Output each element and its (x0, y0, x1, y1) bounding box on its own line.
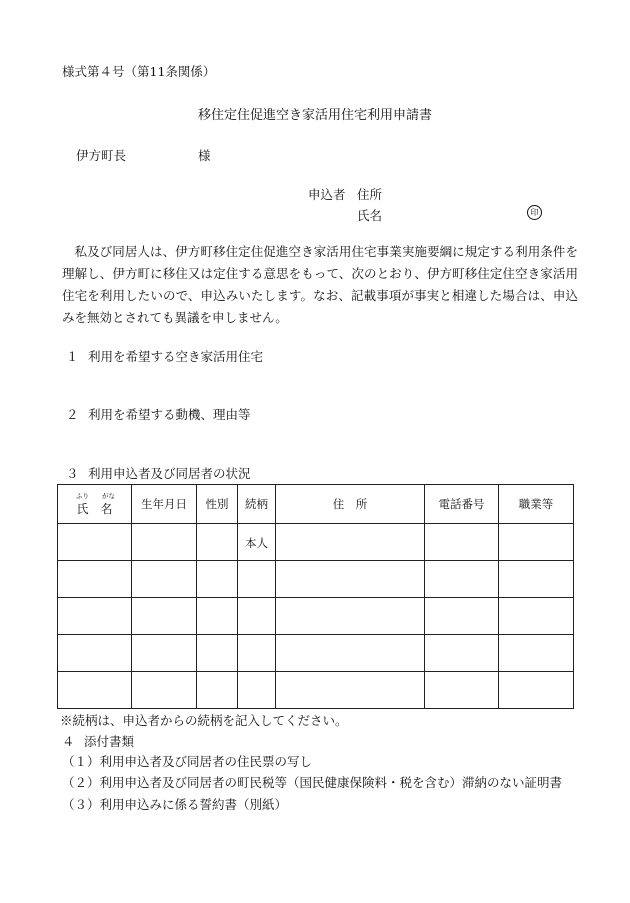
section-number: ４ (62, 734, 75, 749)
cell-name[interactable] (58, 524, 132, 561)
section-title: 利用申込者及び同居者の状況 (88, 466, 251, 481)
section-number: ３ (66, 466, 79, 481)
column-header-phone: 電話番号 (425, 485, 499, 524)
cell-occupation[interactable] (499, 672, 574, 709)
cell-birthdate[interactable] (132, 561, 197, 598)
cell-name[interactable] (58, 635, 132, 672)
cell-relationship[interactable] (238, 672, 276, 709)
table-row (58, 635, 574, 672)
cell-birthdate[interactable] (132, 524, 197, 561)
cell-relationship: 本人 (238, 524, 276, 561)
cell-address[interactable] (276, 635, 425, 672)
column-header-name (58, 485, 132, 524)
form-number: 様式第４号（第11条関係） (62, 64, 216, 79)
cell-address[interactable] (276, 672, 425, 709)
section-title: 添付書類 (84, 734, 135, 749)
table-row (58, 524, 574, 561)
cell-phone[interactable] (425, 598, 499, 635)
name-header-text: 氏名 (76, 502, 125, 516)
cell-gender[interactable] (197, 672, 238, 709)
column-header-occupation: 職業等 (499, 485, 574, 524)
table-row (58, 672, 574, 709)
cell-gender[interactable] (197, 598, 238, 635)
section-1 (66, 347, 263, 365)
declaration-text: 私及び同居人は、伊方町移住定住促進空き家活用住宅事業実施要綱に規定する利用条件を理解し、伊方町に移住又は定住する意思をもって、次のとおり、伊方町移住定住空き家活用住宅を利用したいので、申込みいたします。なお、記載事項が事実と相違した場合は、申込みを無効とされても異議を申しません。 (62, 244, 578, 325)
column-header-birthdate: 生年月日 (132, 485, 197, 524)
column-header-relationship: 続柄 (238, 485, 276, 524)
name-label: 氏名 (357, 208, 383, 223)
relationship-note: ※続柄は、申込者からの続柄を記入してください。 (60, 713, 348, 728)
table-header-row (58, 485, 574, 524)
section-4 (62, 732, 134, 750)
cell-occupation[interactable] (499, 635, 574, 672)
cell-birthdate[interactable] (132, 635, 197, 672)
furigana-label: ふり (76, 492, 89, 500)
cell-gender[interactable] (197, 635, 238, 672)
cell-occupation[interactable] (499, 598, 574, 635)
cell-address[interactable] (276, 598, 425, 635)
cell-name[interactable] (58, 561, 132, 598)
cell-phone[interactable] (425, 635, 499, 672)
column-header-gender: 性別 (197, 485, 238, 524)
cell-phone[interactable] (425, 561, 499, 598)
section-title: 利用を希望する空き家活用住宅 (88, 349, 264, 364)
applicant-label: 申込者 (308, 187, 346, 202)
section-number: １ (66, 349, 79, 364)
section-number: ２ (66, 407, 79, 422)
cell-name[interactable] (58, 598, 132, 635)
cell-gender[interactable] (197, 561, 238, 598)
section-2 (66, 405, 251, 423)
cell-address[interactable] (276, 561, 425, 598)
cell-phone[interactable] (425, 524, 499, 561)
cell-relationship[interactable] (238, 598, 276, 635)
address-label: 住所 (357, 187, 383, 202)
recipient-honorific: 様 (198, 148, 211, 163)
attachment-item: （２）利用申込者及び同居者の町民税等（国民健康保険料・税を含む）滞納のない証明書 (62, 775, 563, 790)
furigana-label: がな (102, 492, 115, 500)
cell-phone[interactable] (425, 672, 499, 709)
cell-relationship[interactable] (238, 561, 276, 598)
section-title: 利用を希望する動機、理由等 (88, 407, 251, 422)
cell-birthdate[interactable] (132, 672, 197, 709)
attachment-item: （１）利用申込者及び同居者の住民票の写し (62, 754, 313, 769)
cell-name[interactable] (58, 672, 132, 709)
recipient-name: 伊方町長 (76, 148, 127, 163)
section-3 (66, 464, 251, 482)
cell-occupation[interactable] (499, 561, 574, 598)
cell-relationship[interactable] (238, 635, 276, 672)
cell-occupation[interactable] (499, 524, 574, 561)
document-title: 移住定住促進空き家活用住宅利用申請書 (197, 108, 432, 123)
cell-address[interactable] (276, 524, 425, 561)
column-header-address: 住 所 (276, 485, 425, 524)
cell-birthdate[interactable] (132, 598, 197, 635)
table-row (58, 561, 574, 598)
attachment-item: （３）利用申込みに係る誓約書（別紙） (62, 797, 288, 812)
seal-icon: 印 (527, 205, 542, 220)
cell-gender[interactable] (197, 524, 238, 561)
resident-status-table (57, 484, 574, 709)
table-row (58, 598, 574, 635)
